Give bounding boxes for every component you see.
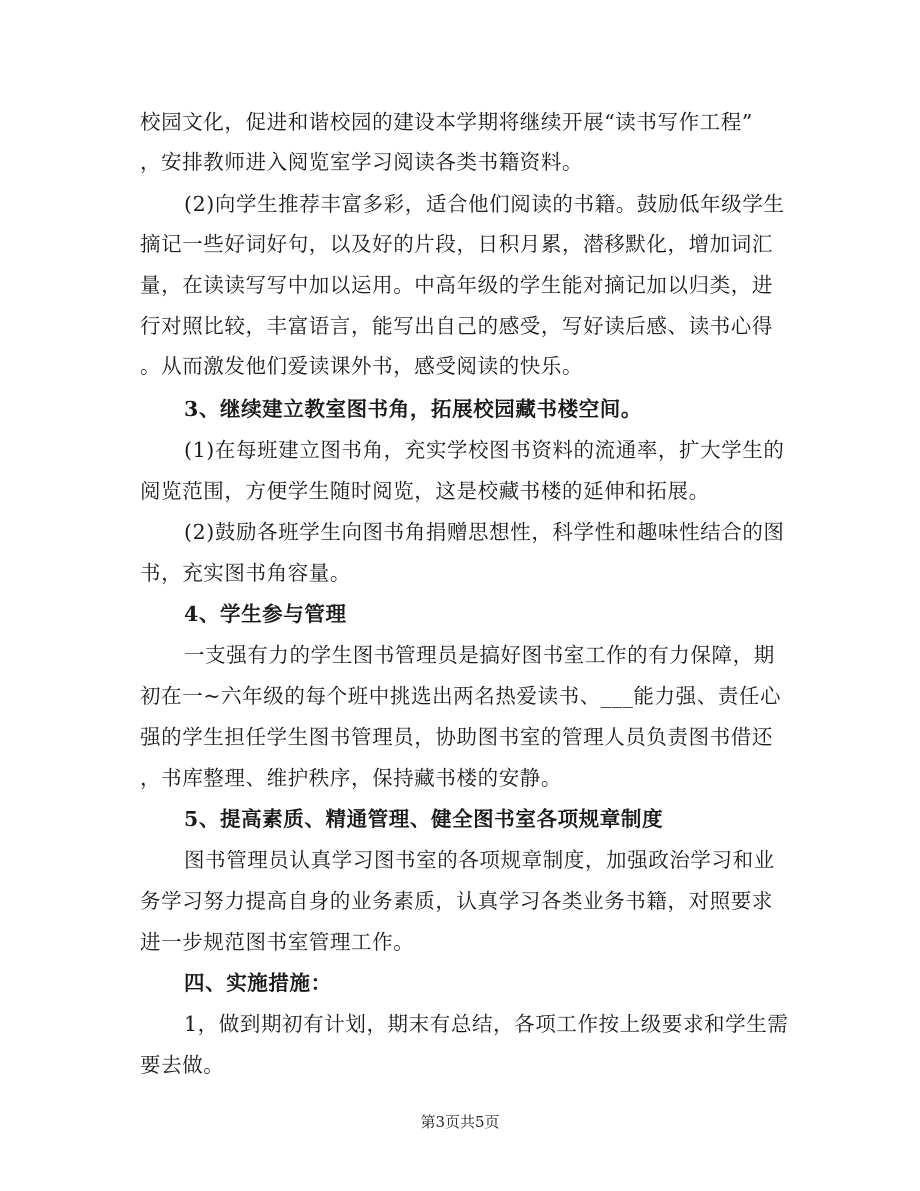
text-line: ，安排教师进入阅览室学习阅读各类书籍资料。 bbox=[140, 150, 584, 174]
text-line: 行对照比较，丰富语言，能写出自己的感受，写好读后感、读书心得 bbox=[140, 314, 773, 338]
text-line: 摘记一些好词好句，以及好的片段，日积月累，潜移默化，增加词汇 bbox=[140, 232, 773, 256]
paragraph-start: 1，做到期初有计划，期末有总结，各项工作按上级要求和学生需 bbox=[184, 1012, 789, 1036]
text-line: 。从而激发他们爱读课外书，感受阅读的快乐。 bbox=[140, 354, 584, 378]
paragraph-start: 一支强有力的学生图书管理员是搞好图书室工作的有力保障，期 bbox=[184, 643, 775, 667]
text-line: 校园文化，促进和谐校园的建设本学期将继续开展“读书写作工程” bbox=[140, 110, 753, 134]
paragraph-start: (2)向学生推荐丰富多彩，适合他们阅读的书籍。鼓励低年级学生 bbox=[184, 192, 785, 216]
paragraph-start: (2)鼓励各班学生向图书角捐赠思想性，科学性和趣味性结合的图 bbox=[184, 520, 785, 544]
text-line: 进一步规范图书室管理工作。 bbox=[140, 930, 415, 954]
section-heading-four: 四、实施措施： bbox=[184, 971, 332, 995]
paragraph-start: (1)在每班建立图书角，充实学校图书资料的流通率，扩大学生的 bbox=[184, 438, 785, 462]
text-line: 量，在读读写写中加以运用。中高年级的学生能对摘记加以归类，进 bbox=[140, 273, 773, 297]
section-heading-5: 5、提高素质、精通管理、健全图书室各项规章制度 bbox=[184, 807, 664, 831]
page-number-footer: 第3页共5页 bbox=[420, 1113, 500, 1131]
section-heading-3: 3、继续建立教室图书角，拓展校园藏书楼空间。 bbox=[184, 397, 642, 421]
paragraph-start: 图书管理员认真学习图书室的各项规章制度，加强政治学习和业 bbox=[184, 848, 775, 872]
text-line: ，书库整理、维护秩序，保持藏书楼的安静。 bbox=[140, 766, 562, 790]
text-line: 务学习努力提高自身的业务素质，认真学习各类业务书籍，对照要求 bbox=[140, 889, 773, 913]
text-line: 初在一~六年级的每个班中挑选出两名热爱读书、___能力强、责任心 bbox=[140, 684, 782, 708]
section-heading-4: 4、学生参与管理 bbox=[184, 602, 347, 626]
text-line: 书，充实图书角容量。 bbox=[140, 561, 351, 585]
text-line: 强的学生担任学生图书管理员，协助图书室的管理人员负责图书借还 bbox=[140, 725, 773, 749]
text-line: 要去做。 bbox=[140, 1053, 225, 1077]
text-line: 阅览范围，方便学生随时阅览，这是校藏书楼的延伸和拓展。 bbox=[140, 479, 710, 503]
